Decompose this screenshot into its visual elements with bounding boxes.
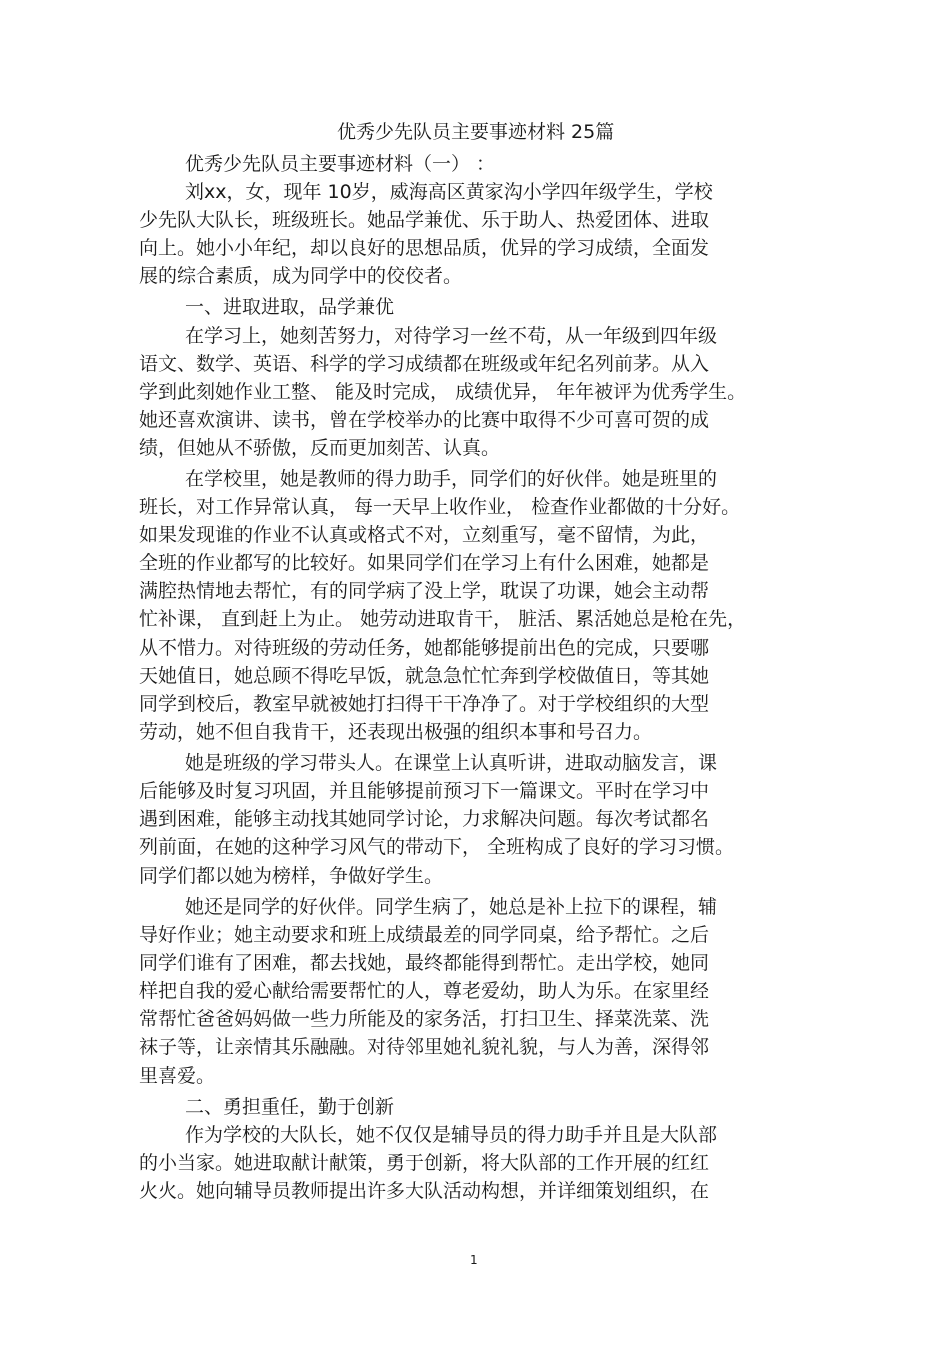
- text-line: 同学们谁有了困难，都去找她，最终都能得到帮忙。走出学校，她同: [139, 952, 710, 974]
- text-line: 袜子等，让亲情其乐融融。对待邻里她礼貌礼貌，与人为善，深得邻: [139, 1036, 710, 1058]
- text-line: 列前面，在她的这种学习风气的带动下， 全班构成了良好的学习习惯。: [139, 836, 735, 858]
- text-line: 在学校里，她是教师的得力助手，同学们的好伙伴。她是班里的: [185, 468, 718, 490]
- text-line: 从不惜力。对待班级的劳动任务，她都能够提前出色的完成，只要哪: [139, 637, 710, 659]
- text-line: 在学习上，她刻苦努力，对待学习一丝不苟，从一年级到四年级: [185, 325, 718, 347]
- text-line: 她是班级的学习带头人。在课堂上认真听讲，进取动脑发言，课: [185, 752, 718, 774]
- text-line: 她还喜欢演讲、读书，曾在学校举办的比赛中取得不少可喜可贺的成: [139, 409, 710, 431]
- text-line: 学到此刻她作业工整、 能及时完成， 成绩优异， 年年被评为优秀学生。: [139, 381, 747, 403]
- text-line: 她还是同学的好伙伴。同学生病了，她总是补上拉下的课程，辅: [185, 896, 718, 918]
- text-line: 向上。她小小年纪，却以良好的思想品质，优异的学习成绩，全面发: [139, 237, 710, 259]
- page-number: 1: [470, 1253, 478, 1267]
- text-line: 样把自我的爱心献给需要帮忙的人，尊老爱幼，助人为乐。在家里经: [139, 980, 710, 1002]
- text-line: 天她值日，她总顾不得吃早饭，就急急忙忙奔到学校做值日，等其她: [139, 665, 710, 687]
- section-heading: 优秀少先队员主要事迹材料（一） ：: [185, 153, 496, 175]
- text-line: 遇到困难，能够主动找其她同学讨论，力求解决问题。每次考试都名: [139, 808, 710, 830]
- text-line: 展的综合素质，成为同学中的佼佼者。: [139, 265, 463, 287]
- text-line: 班长，对工作异常认真， 每一天早上收作业， 检查作业都做的十分好。: [139, 496, 741, 518]
- document-title: 优秀少先队员主要事迹材料 25篇: [337, 121, 615, 143]
- text-line: 如果发现谁的作业不认真或格式不对，立刻重写，毫不留情，为此，: [139, 524, 710, 546]
- text-line: 的小当家。她进取献计献策，勇于创新，将大队部的工作开展的红红: [139, 1152, 710, 1174]
- text-line: 里喜爱。: [139, 1065, 216, 1087]
- text-line: 后能够及时复习巩固，并且能够提前预习下一篇课文。平时在学习中: [139, 780, 710, 802]
- text-line: 少先队大队长，班级班长。她品学兼优、乐于助人、热爱团体、进取: [139, 209, 710, 231]
- text-line: 导好作业；她主动要求和班上成绩最差的同学同桌，给予帮忙。之后: [139, 924, 710, 946]
- text-line: 劳动，她不但自我肯干，还表现出极强的组织本事和号召力。: [139, 721, 653, 743]
- text-line: 作为学校的大队长，她不仅仅是辅导员的得力助手并且是大队部: [185, 1124, 718, 1146]
- text-line: 满腔热情地去帮忙，有的同学病了没上学，耽误了功课，她会主动帮: [139, 580, 710, 602]
- text-line: 同学们都以她为榜样，争做好学生。: [139, 865, 444, 887]
- text-line: 刘xx，女，现年 10岁，威海高区黄家沟小学四年级学生，学校: [185, 181, 713, 203]
- text-line: 火火。她向辅导员教师提出许多大队活动构想，并详细策划组织，在: [139, 1180, 710, 1202]
- text-line: 全班的作业都写的比较好。如果同学们在学习上有什么困难，她都是: [139, 552, 710, 574]
- text-line: 同学到校后，教室早就被她打扫得干干净净了。对于学校组织的大型: [139, 693, 710, 715]
- text-line: 绩，但她从不骄傲，反而更加刻苦、认真。: [139, 437, 501, 459]
- section-heading: 二、勇担重任，勤于创新: [185, 1096, 395, 1118]
- text-line: 常帮忙爸爸妈妈做一些力所能及的家务活，打扫卫生、择菜洗菜、洗: [139, 1008, 710, 1030]
- text-line: 语文、数学、英语、科学的学习成绩都在班级或年纪名列前茅。从入: [139, 353, 710, 375]
- text-line: 忙补课， 直到赶上为止。 她劳动进取肯干， 脏活、累活她总是枪在先，: [139, 608, 747, 630]
- section-heading: 一、进取进取，品学兼优: [185, 296, 395, 318]
